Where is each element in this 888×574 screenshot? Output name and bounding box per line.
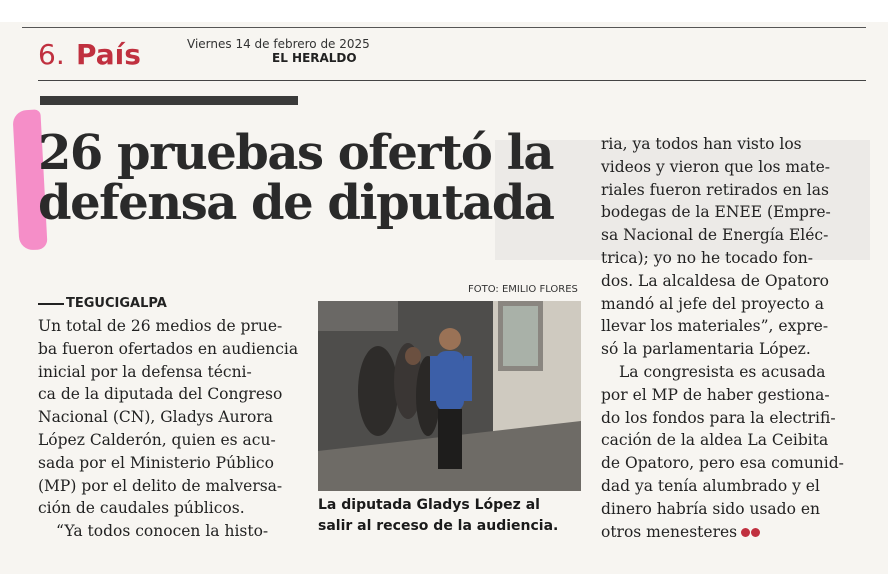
headline-bar (40, 96, 298, 105)
photo-illustration (318, 301, 581, 491)
body-line (601, 521, 844, 544)
photo-credit: FOTO: EMILIO FLORES (468, 284, 578, 295)
header-rule (38, 80, 866, 81)
section-number: 6. (38, 38, 65, 71)
headline (38, 125, 598, 231)
body-line: Nacional (CN), Gladys Aurora (38, 408, 273, 427)
newspaper-name: EL HERALDO (272, 51, 357, 65)
body-line: López Calderón, quien es acu- (38, 430, 276, 449)
body-line: por el MP de haber gestiona- (601, 385, 830, 404)
headline-line: defensa de diputada (38, 175, 554, 231)
body-line: sada por el Ministerio Público (38, 453, 274, 472)
body-line: ción de caudales públicos. (38, 499, 245, 518)
body-line: Un total de 26 medios de prue- (38, 317, 283, 335)
body-line: inicial por la defensa técni- (38, 362, 252, 381)
body-line: mandó al jefe del proyecto a (601, 294, 825, 313)
section-name: País (76, 38, 141, 71)
body-line: riales fueron retirados en las (601, 180, 829, 199)
dateline-text: TEGUCIGALPA (66, 296, 167, 311)
news-photo (318, 301, 581, 491)
body-line: bodegas de la ENEE (Empre- (601, 203, 831, 222)
body-line: sa Nacional de Energía Eléc- (601, 226, 829, 245)
body-line: La congresista es acusada (619, 362, 826, 381)
body-line: ca de la diputada del Congreso (38, 385, 283, 404)
body-column-1 (38, 315, 298, 543)
body-line: videos y vieron que los mate- (601, 157, 830, 176)
body-line: llevar los materiales”, expre- (601, 317, 829, 336)
body-line: dinero habría sido usado en (601, 499, 820, 518)
photo-caption (318, 495, 558, 537)
body-line: ba fueron ofertados en audiencia (38, 339, 299, 358)
body-line: trica); yo no he tocado fon- (601, 248, 814, 267)
top-rule (22, 27, 866, 28)
end-mark-icon (741, 521, 761, 544)
caption-line: La diputada Gladys López al (318, 497, 540, 513)
body-line: “Ya todos conocen la histo- (56, 522, 269, 541)
body-line: dad ya tenía alumbrado y el (601, 476, 820, 495)
issue-date: Viernes 14 de febrero de 2025 (187, 37, 370, 51)
body-line: só la parlamentaria López. (601, 340, 811, 359)
headline-line: 26 pruebas ofertó la (38, 125, 553, 181)
caption-line: salir al receso de la audiencia. (318, 518, 559, 534)
body-line: de Opatoro, pero esa comunid- (601, 454, 844, 473)
body-line: cación de la aldea La Ceibita (601, 431, 829, 450)
dateline (38, 296, 167, 311)
body-column-2 (601, 133, 844, 544)
body-line: do los fondos para la electrifi- (601, 408, 836, 427)
dateline-dash (38, 303, 64, 305)
body-line: (MP) por el delito de malversa- (38, 476, 283, 495)
body-line-text: otros menesteres (601, 522, 738, 541)
body-line: dos. La alcaldesa de Opatoro (601, 271, 830, 290)
body-line: ria, ya todos han visto los (601, 135, 802, 153)
